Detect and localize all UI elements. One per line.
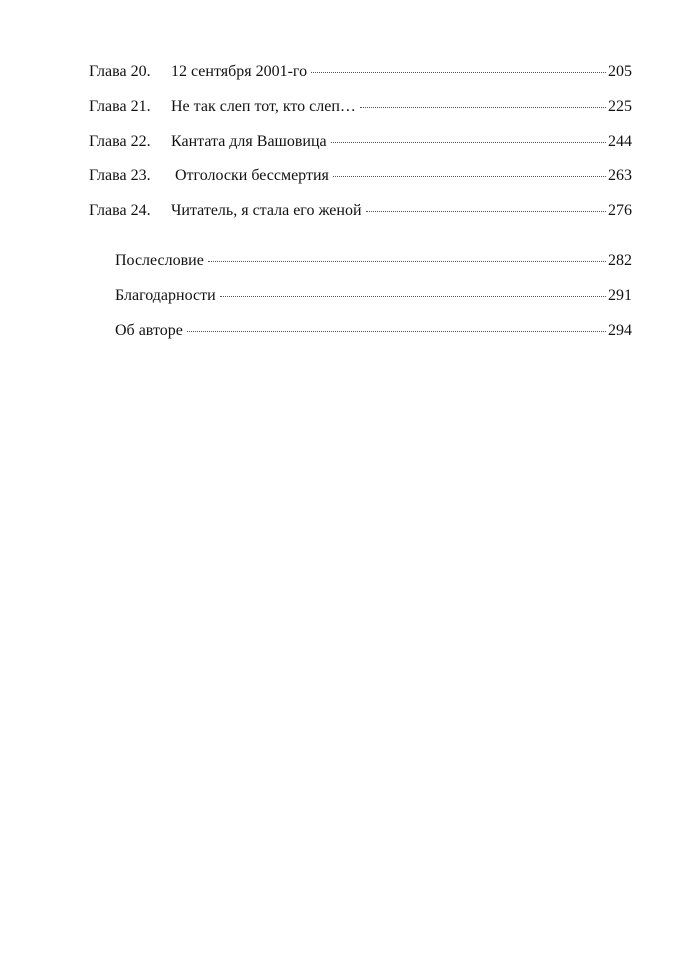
- chapter-label: Глава 22.: [89, 133, 151, 150]
- chapter-title: Не так слеп тот, кто слеп…: [171, 98, 356, 115]
- dot-leader: [366, 211, 606, 212]
- dot-leader: [333, 176, 606, 177]
- chapter-title: 12 сентября 2001-го: [171, 63, 308, 80]
- chapter-label: Глава 21.: [89, 98, 151, 115]
- chapter-title: Кантата для Вашовица: [171, 133, 327, 150]
- dot-leader: [311, 72, 606, 73]
- page-number: 294: [608, 322, 632, 339]
- page-number: 244: [608, 133, 632, 150]
- page-number: 282: [608, 252, 632, 269]
- chapter-label: Глава 24.: [89, 202, 151, 219]
- toc-entry-afterword[interactable]: [115, 251, 632, 271]
- chapter-label: Глава 20.: [89, 63, 151, 80]
- toc-entry-chapter-23[interactable]: [89, 166, 632, 186]
- page-number: 205: [608, 63, 632, 80]
- dot-leader: [220, 296, 606, 297]
- toc-entry-chapter-22[interactable]: [89, 132, 632, 152]
- dot-leader: [360, 107, 606, 108]
- page-number: 276: [608, 202, 632, 219]
- page-number: 263: [608, 167, 632, 184]
- page-number: 291: [608, 287, 632, 304]
- dot-leader: [331, 142, 606, 143]
- chapter-title: Читатель, я стала его женой: [171, 202, 362, 219]
- page-number: 225: [608, 98, 632, 115]
- toc-entry-chapter-20[interactable]: [89, 62, 632, 82]
- toc-entry-about-author[interactable]: [115, 321, 632, 341]
- toc-entry-acknowledgements[interactable]: [115, 286, 632, 306]
- dot-leader: [187, 331, 606, 332]
- toc-entry-chapter-21[interactable]: [89, 97, 632, 117]
- chapter-label: Глава 23.: [89, 167, 151, 184]
- dot-leader: [208, 261, 606, 262]
- section-title: Послесловие: [115, 252, 204, 269]
- chapter-title: Отголоски бессмертия: [171, 167, 329, 184]
- section-title: Об авторе: [115, 322, 183, 339]
- section-title: Благодарности: [115, 287, 216, 304]
- toc-entry-chapter-24[interactable]: [89, 201, 632, 221]
